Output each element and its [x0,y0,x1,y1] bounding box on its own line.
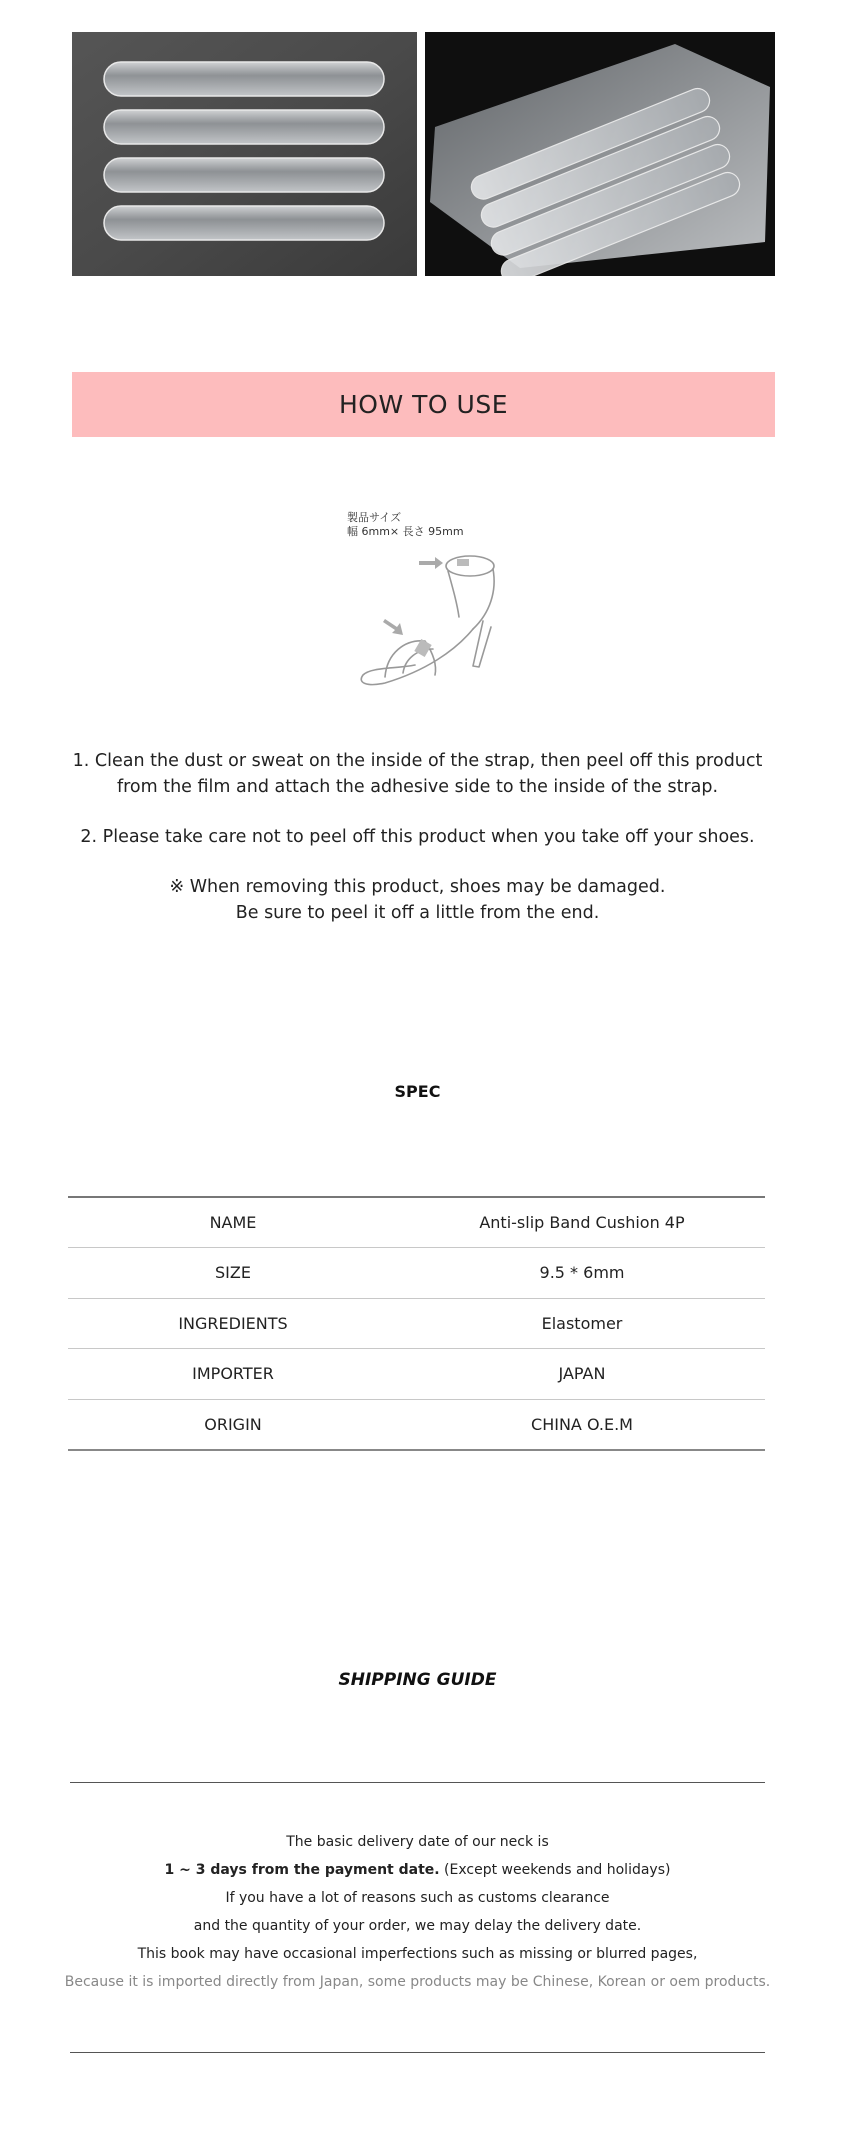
shipping-guide-title: SHIPPING GUIDE [338,1670,497,1690]
shipping-info [0,1828,835,1996]
product-photo-strips [72,32,417,276]
table-row [68,1349,765,1400]
shipping-bottom-divider [70,2052,765,2053]
step-1-line-2: from the film and attach the adhesive side to the inside of the strap. [116,777,719,797]
diagram-size-label: 製品サイズ [347,511,402,524]
spec-key-importer: IMPORTER [192,1364,274,1384]
spec-key-name: NAME [209,1213,257,1232]
spec-value-size: 9.5 * 6mm [539,1263,625,1283]
removal-note [0,874,835,926]
note-line-1: ※ When removing this product, shoes may be damaged. [169,877,666,897]
diagram-size-value: 幅 6mm× 長さ 95mm [347,525,464,538]
table-row [68,1197,765,1248]
spec-value-origin: CHINA O.E.M [531,1414,633,1434]
step-1-line-1: 1. Clean the dust or sweat on the inside of the strap, then peel off this product [72,751,763,771]
shipping-days-bold: 1 ~ 3 days from the payment date. [164,1862,440,1878]
spec-key-size: SIZE [215,1263,251,1283]
spec-value-importer: JAPAN [558,1364,606,1384]
product-photo-film [425,32,775,276]
shipping-top-divider [70,1782,765,1783]
shipping-line-2 [0,1856,835,1884]
table-row [68,1399,765,1450]
spec-title: SPEC [394,1082,441,1101]
sandal-icon [345,541,515,701]
how-to-use-banner [72,372,775,437]
sandal-diagram [345,505,515,705]
shipping-line-1: The basic delivery date of our neck is [286,1834,549,1850]
shipping-days-note: (Except weekends and holidays) [439,1862,671,1878]
shipping-line-5: This book may have occasional imperfections such as missing or blurred pages, [137,1946,698,1962]
note-line-2: Be sure to peel it off a little from the end. [235,903,600,923]
spec-value-name: Anti-slip Band Cushion 4P [479,1213,685,1232]
table-row [68,1298,765,1349]
spec-value-ingredients: Elastomer [541,1313,623,1333]
instruction-step-2: 2. Please take care not to peel off this product when you take off your shoes. [80,827,755,847]
spec-key-origin: ORIGIN [204,1414,262,1434]
shipping-line-4: and the quantity of your order, we may delay the delivery date. [193,1918,642,1934]
table-row [68,1248,765,1299]
spec-table [68,1196,765,1451]
shipping-line-3: If you have a lot of reasons such as customs clearance [225,1890,610,1906]
shipping-line-6: Because it is imported directly from Japan, some products may be Chinese, Korean or oem products. [64,1974,771,1990]
spec-key-ingredients: INGREDIENTS [178,1313,288,1333]
how-to-use-title: HOW TO USE [338,390,508,419]
instruction-step-1 [0,748,835,800]
